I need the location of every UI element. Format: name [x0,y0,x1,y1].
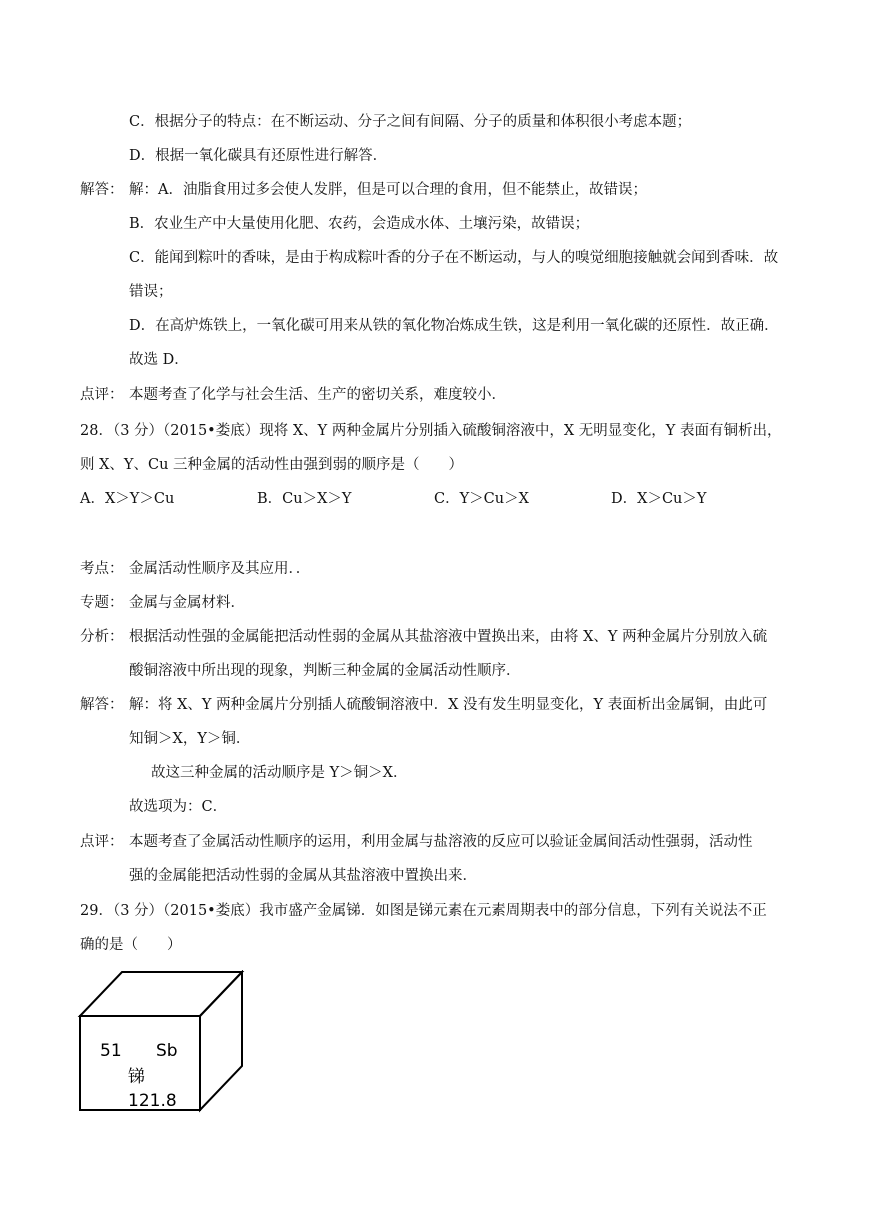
answer-option-c-line2: 错误； [129,284,173,300]
question-28-option-b: B．Cu＞X＞Y [257,491,352,507]
answer-option-d: D．在高炉炼铁上，一氧化碳可用来从铁的氧化物冶炼成生铁，这是利用一氧化碳的还原性．故正确． [129,318,779,334]
dianping-line2: 强的金属能把活动性弱的金属从其盐溶液中置换出来． [129,868,477,884]
dianping-line1: 本题考查了金属活动性顺序的运用，利用金属与盐溶液的反应可以验证金属间活动性强弱，活动性 [129,834,753,850]
analysis-option-d: D．根据一氧化碳具有还原性进行解答． [129,148,388,164]
cube-side-face [200,972,242,1110]
fenxi-label: 分析： [80,629,124,645]
kaodian-text: 金属活动性顺序及其应用．． [129,561,311,577]
answer-choice: 故选 D． [129,352,189,368]
answer-label: 解答： [80,182,124,198]
answer-option-c-line1: C．能闻到粽叶的香味，是由于构成粽叶香的分子在不断运动，与人的嗅觉细胞接触就会闻到香味．故 [129,250,779,266]
answer-option-a: 解：A．油脂食用过多会使人发胖，但是可以合理的食用，但不能禁止，故错误； [129,182,647,198]
analysis-option-c: C．根据分子的特点：在不断运动、分子之间有间隔、分子的质量和体积很小考虑本题； [129,114,692,130]
cube-top-face [80,972,242,1016]
question-28-option-a: A．X＞Y＞Cu [80,491,175,507]
jieda-line2: 知铜＞X，Y＞铜． [129,731,251,747]
question-28-stem-line2: 则 X、Y、Cu 三种金属的活动性由强到弱的顺序是（ ） [80,457,464,473]
question-29-stem-line2: 确的是（ ） [80,937,182,953]
element-atomic-number: 51 [100,1041,122,1061]
answer-option-b: B．农业生产中大量使用化肥、农药，会造成水体、土壤污染，故错误； [129,216,590,232]
question-28-stem-line1: 28．（3 分）（2015•娄底）现将 X、Y 两种金属片分别插入硫酸铜溶液中，X 无明显变化，Y 表面有铜析出， [80,423,782,439]
element-cube-figure [76,970,246,1115]
kaodian-label: 考点： [80,561,124,577]
fenxi-line1: 根据活动性强的金属能把活动性弱的金属从其盐溶液中置换出来，由将 X、Y 两种金属片分别放入硫 [129,629,768,645]
zhuanti-text: 金属与金属材料． [129,595,245,611]
zhuanti-label: 专题： [80,595,124,611]
jieda-label: 解答： [80,697,124,713]
comment-label: 点评： [80,387,124,403]
question-28-option-d: D．X＞Cu＞Y [611,491,707,507]
question-29-stem-line1: 29．（3 分）（2015•娄底）我市盛产金属锑．如图是锑元素在元素周期表中的部分信息，下列有关说法不正 [80,903,767,919]
jieda-line3: 故这三种金属的活动顺序是 Y＞铜＞X． [151,765,408,781]
element-name: 锑 [128,1067,145,1087]
element-atomic-mass: 121.8 [128,1091,177,1111]
jieda-line1: 解：将 X、Y 两种金属片分别插人硫酸铜溶液中．X 没有发生明显变化，Y 表面析出金属铜，由此可 [129,697,768,713]
jieda-line4: 故选项为：C． [129,799,228,815]
question-28-option-c: C．Y＞Cu＞X [434,491,529,507]
fenxi-line2: 酸铜溶液中所出现的现象，判断三种金属的金属活动性顺序． [129,663,521,679]
dianping-label: 点评： [80,834,124,850]
comment-text: 本题考查了化学与社会生活、生产的密切关系，难度较小． [129,387,506,403]
element-symbol: Sb [156,1041,178,1061]
